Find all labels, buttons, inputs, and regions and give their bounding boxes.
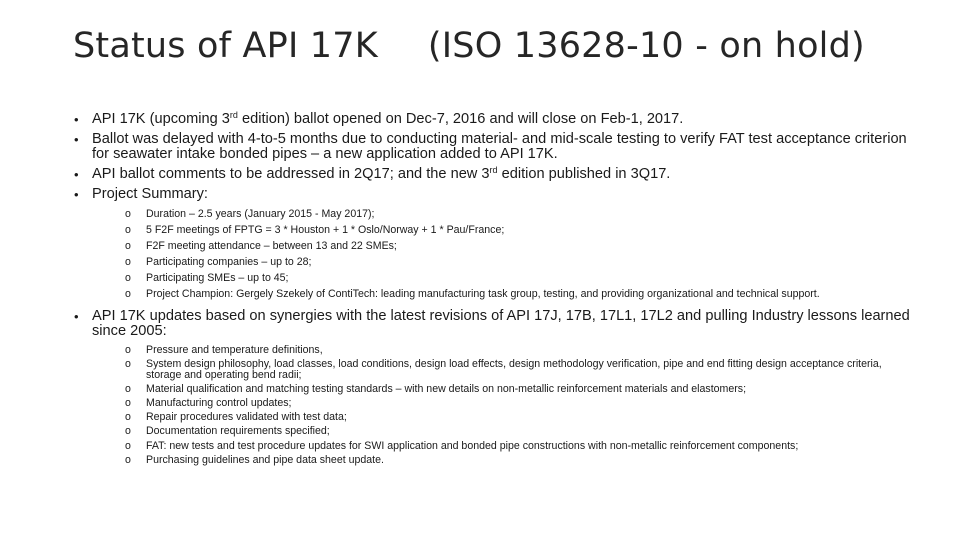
list-item: o Material qualification and matching testing standards – with new details on non-metallic reinforcement materials and elastomers; [125,382,747,395]
sub-bullet-marker: o [125,208,131,220]
sub-bullet-marker: o [125,397,131,410]
main-bullet-list [73,112,913,466]
list-item: o Participating companies – up to 28; [125,256,312,268]
sub-bullet-marker: o [125,343,131,356]
sub-bullet-marker: o [125,357,131,370]
list-item: o Participating SMEs – up to 45; [125,272,289,284]
sub-bullet-marker: o [125,288,131,300]
list-item: o Purchasing guidelines and pipe data sheet update. [125,453,384,466]
sub-bullet-marker: o [125,453,131,466]
list-item: o FAT: new tests and test procedure updates for SWI application and bonded pipe constructions with non-metallic reinforcement components; [125,439,799,452]
api-updates-list [92,345,913,466]
sub-bullet-marker: o [125,272,131,284]
bullet-ballot-delayed: • Ballot was delayed with 4-to-5 months due to conducting material- and mid-scale testing to verify FAT test acceptance criterion for seawater intake bonded pipes – a new application added to API 17K. [74,131,907,162]
bullet-ballot-comments: • API ballot comments to be addressed in 2Q17; and the new 3rd edition published in 3Q17. [74,165,671,182]
bullet-marker: • [74,112,79,127]
list-item: o F2F meeting attendance – between 13 and 22 SMEs; [125,240,397,252]
list-item: o System design philosophy, load classes, load conditions, design load effects, design methodology verification, pipe and end fitting design acceptance criteria, storage and operating bend radii; [125,357,882,381]
sub-bullet-marker: o [125,256,131,268]
sub-bullet-marker: o [125,240,131,252]
list-item: o Duration – 2.5 years (January 2015 - May 2017); [125,208,375,220]
bullet-marker: • [74,308,79,324]
list-item: o 5 F2F meetings of FPTG = 3 * Houston + 1 * Oslo/Norway + 1 * Pau/France; [125,224,505,236]
sub-bullet-marker: o [125,224,131,236]
sub-bullet-marker: o [125,425,131,438]
bullet-marker: • [74,187,79,202]
title-main: Status of API 17K [73,26,378,66]
title-subtitle: (ISO 13628-10 - on hold) [427,26,865,66]
list-item: o Manufacturing control updates; [125,397,292,410]
list-item: o Pressure and temperature definitions, [125,343,323,356]
slide-title [73,26,865,66]
bullet-marker: • [74,167,79,182]
project-summary-list [92,208,913,301]
bullet-ballot-opened: • API 17K (upcoming 3rd edition) ballot opened on Dec-7, 2016 and will close on Feb-1, 2017. [74,110,684,127]
sub-bullet-marker: o [125,411,131,424]
bullet-project-summary: • Project Summary: o Duration – 2.5 years (January 2015 - May 2017); o 5 F2F meetings of FPTG = 3 * Houston + 1 * Oslo/Norway + 1 * Pau/France; o F2F meeting attendance – between 13 and 22 SMEs; o Participating companies – up to 28; o Participating SMEs – up to 45; o Project Champion: Gergely Szekely of ContiTech: leading manufacturing task group, testing, and providing organizational and technical support. [73,187,913,301]
list-item: o Documentation requirements specified; [125,425,330,438]
sub-bullet-marker: o [125,382,131,395]
bullet-api-updates: • API 17K updates based on synergies with the latest revisions of API 17J, 17B, 17L1, 17L2 and pulling Industry lessons learned since 2005: o Pressure and temperature definitions, o System design philosophy, load classes, load conditions, design load effects, design methodology verification, pipe and end fitting design acceptance criteria, storage and operating bend radii; o Material qualification and matching testing standards – with new details on non-metallic reinforcement materials and elastomers; o Manufacturing control updates; o Repair procedures validated with test data; o Documentation requirements specified; o FAT: new tests and test procedure updates for SWI application and bonded pipe constructions with non-metallic reinforcement components; o Purchasing guidelines and pipe data sheet update. [73,309,913,466]
bullet-marker: • [74,132,79,147]
list-item: o Project Champion: Gergely Szekely of ContiTech: leading manufacturing task group, testing, and providing organizational and technical support. [125,288,820,300]
slide-body [73,112,913,474]
list-item: o Repair procedures validated with test data; [125,411,347,424]
sub-bullet-marker: o [125,439,131,452]
